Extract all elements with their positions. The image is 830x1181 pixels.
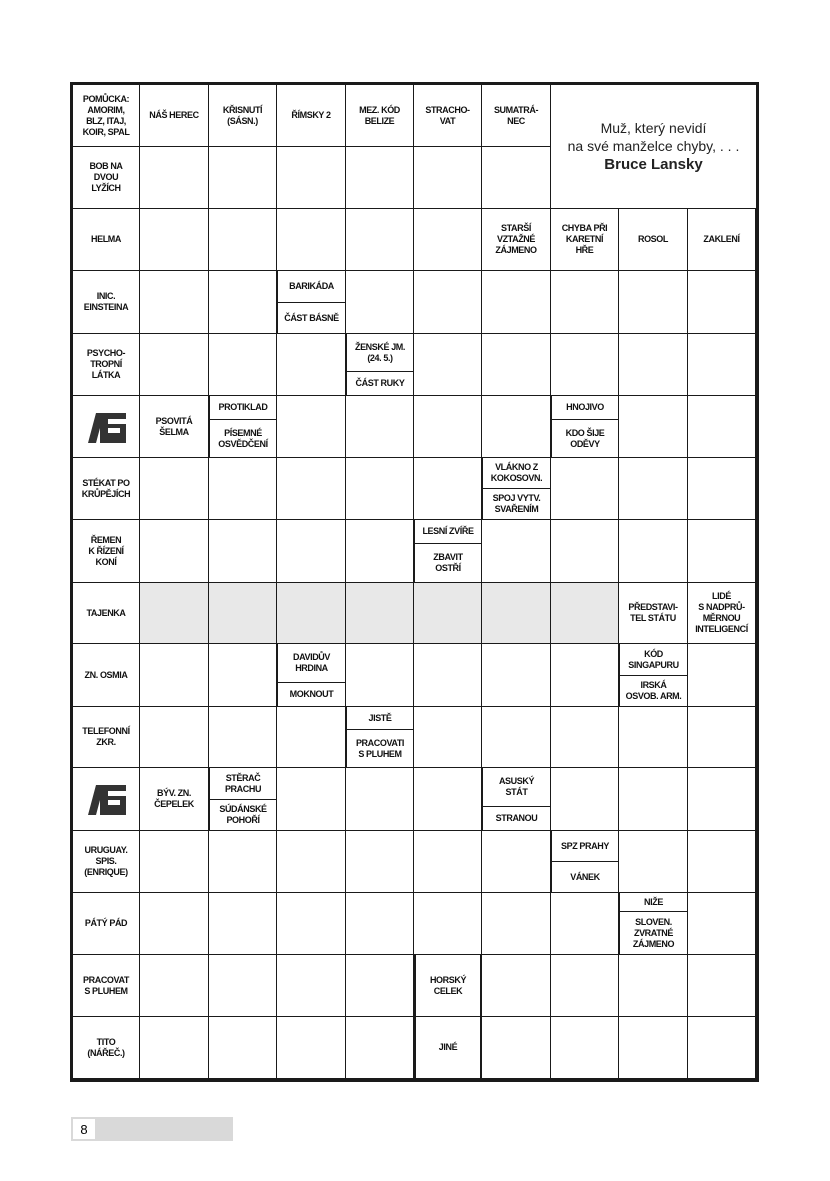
quote-line-1: Muž, který nevidí (600, 120, 707, 136)
answer-cell[interactable] (688, 893, 756, 955)
answer-cell[interactable] (414, 334, 482, 396)
answer-cell[interactable] (688, 334, 756, 396)
page-footer (71, 1117, 233, 1141)
answer-cell[interactable] (688, 520, 756, 583)
header-clue: KŘISNUTÍ (SÁSN.) (209, 85, 277, 147)
answer-cell[interactable] (346, 209, 414, 271)
clue-bottom: MOKNOUT (277, 683, 346, 707)
clue-top: LESNÍ ZVÍŘE (414, 520, 482, 544)
clue-bottom: KDO ŠIJE ODĚVY (551, 420, 619, 458)
header-clue: STRACHO- VAT (414, 85, 482, 147)
crossword-grid (70, 82, 759, 1082)
clue-cell: CHYBA PŘI KARETNÍ HŘE (551, 209, 619, 271)
header-clue: NÁŠ HEREC (140, 85, 209, 147)
answer-cell[interactable] (688, 955, 756, 1017)
answer-cell[interactable] (619, 707, 688, 768)
answer-cell[interactable] (619, 831, 688, 893)
answer-cell[interactable] (209, 458, 277, 520)
answer-cell[interactable] (414, 396, 482, 458)
answer-cell[interactable] (346, 893, 414, 955)
answer-cell[interactable] (277, 768, 346, 831)
clue-cell: LIDÉ S NADPRŮ- MĚRNOU INTELIGENCÍ (688, 583, 756, 644)
answer-cell[interactable] (346, 458, 414, 520)
split-clue-cell (414, 520, 482, 583)
answer-cell[interactable] (619, 334, 688, 396)
answer-cell[interactable] (209, 147, 277, 209)
answer-cell[interactable] (346, 147, 414, 209)
quote-box (551, 85, 756, 209)
clue-bottom: SLOVEN. ZVRATNÉ ZÁJMENO (619, 912, 688, 955)
answer-cell[interactable] (482, 831, 551, 893)
clue-bottom: ČÁST RUKY (346, 372, 414, 396)
clue-top: KÓD SINGAPURU (619, 644, 688, 676)
clue-bottom: IRSKÁ OSVOB. ARM. (619, 676, 688, 707)
publisher-logo-icon (84, 781, 128, 817)
clue-bottom: SPOJ VYTV. SVAŘENÍM (482, 489, 551, 520)
tajenka-cell[interactable] (414, 583, 482, 644)
answer-cell[interactable] (209, 209, 277, 271)
answer-cell[interactable] (482, 271, 551, 334)
row-clue: INIC. EINSTEINA (73, 271, 140, 334)
row-clue: PRACOVAT S PLUHEM (73, 955, 140, 1017)
answer-cell[interactable] (346, 271, 414, 334)
answer-cell[interactable] (140, 334, 209, 396)
clue-cell: PŘEDSTAVI- TEL STÁTU (619, 583, 688, 644)
answer-cell[interactable] (140, 893, 209, 955)
publisher-logo-icon (84, 409, 128, 445)
answer-cell[interactable] (209, 644, 277, 707)
answer-cell[interactable] (619, 955, 688, 1017)
answer-cell[interactable] (414, 147, 482, 209)
answer-cell[interactable] (414, 271, 482, 334)
row-clue: TITO (NÁŘEČ.) (73, 1017, 140, 1079)
answer-cell[interactable] (140, 955, 209, 1017)
split-clue-cell (551, 831, 619, 893)
answer-cell[interactable] (346, 1017, 414, 1079)
answer-cell[interactable] (482, 707, 551, 768)
clue-bottom: ČÁST BÁSNĚ (277, 303, 346, 334)
answer-cell[interactable] (140, 147, 209, 209)
quote-line-2: na své manželce chyby, . . . (567, 138, 740, 154)
row-clue: URUGUAY. SPIS. (ENRIQUE) (73, 831, 140, 893)
answer-cell[interactable] (619, 458, 688, 520)
row-clue: ŘEMEN K ŘÍZENÍ KONÍ (73, 520, 140, 583)
clue-bottom: SÚDÁNSKÉ POHOŘÍ (209, 800, 277, 831)
header-clue: SUMATRÁ- NEC (482, 85, 551, 147)
clue-bottom: PÍSEMNÉ OSVĚDČENÍ (209, 420, 277, 458)
split-clue-cell (551, 396, 619, 458)
answer-cell[interactable] (277, 707, 346, 768)
answer-cell[interactable] (346, 644, 414, 707)
clue-top: NIŽE (619, 893, 688, 912)
clue-cell: PSOVITÁ ŠELMA (140, 396, 209, 458)
answer-cell[interactable] (482, 147, 551, 209)
answer-cell[interactable] (688, 831, 756, 893)
split-clue-cell (209, 768, 277, 831)
answer-cell[interactable] (140, 644, 209, 707)
header-clue: ŘÍMSKY 2 (277, 85, 346, 147)
clue-cell: ROSOL (619, 209, 688, 271)
split-clue-cell (209, 396, 277, 458)
clue-cell: BÝV. ZN. ČEPELEK (140, 768, 209, 831)
answer-cell[interactable] (346, 768, 414, 831)
answer-cell[interactable] (277, 1017, 346, 1079)
answer-cell[interactable] (551, 644, 619, 707)
tajenka-cell[interactable] (551, 583, 619, 644)
answer-cell[interactable] (140, 209, 209, 271)
answer-cell[interactable] (482, 520, 551, 583)
answer-cell[interactable] (619, 520, 688, 583)
answer-cell[interactable] (277, 520, 346, 583)
row-clue: BOB NA DVOU LYŽÍCH (73, 147, 140, 209)
answer-cell[interactable] (140, 831, 209, 893)
answer-cell[interactable] (688, 458, 756, 520)
answer-cell[interactable] (209, 955, 277, 1017)
clue-top: ŽENSKÉ JM. (24. 5.) (346, 334, 414, 372)
tajenka-cell[interactable] (482, 583, 551, 644)
answer-cell[interactable] (346, 520, 414, 583)
answer-cell[interactable] (414, 644, 482, 707)
row-clue: TAJENKA (73, 583, 140, 644)
clue-top: VLÁKNO Z KOKOSOVN. (482, 458, 551, 489)
clue-cell: JINÉ (414, 1017, 482, 1079)
answer-cell[interactable] (209, 271, 277, 334)
answer-cell[interactable] (688, 644, 756, 707)
row-clue: STÉKAT PO KRŮPĚJÍCH (73, 458, 140, 520)
answer-cell[interactable] (414, 893, 482, 955)
answer-cell[interactable] (414, 458, 482, 520)
answer-cell[interactable] (551, 334, 619, 396)
row-clue: TELEFONNÍ ZKR. (73, 707, 140, 768)
answer-cell[interactable] (688, 396, 756, 458)
split-clue-cell (482, 458, 551, 520)
split-clue-cell (346, 707, 414, 768)
tajenka-cell[interactable] (140, 583, 209, 644)
answer-cell[interactable] (277, 396, 346, 458)
clue-cell: HORSKÝ CELEK (414, 955, 482, 1017)
answer-cell[interactable] (209, 334, 277, 396)
answer-cell[interactable] (346, 955, 414, 1017)
answer-cell[interactable] (140, 1017, 209, 1079)
answer-cell[interactable] (619, 768, 688, 831)
answer-cell[interactable] (688, 1017, 756, 1079)
answer-cell[interactable] (551, 893, 619, 955)
answer-cell[interactable] (209, 707, 277, 768)
row-clue: ZN. OSMIA (73, 644, 140, 707)
answer-cell[interactable] (140, 520, 209, 583)
answer-cell[interactable] (209, 1017, 277, 1079)
answer-cell[interactable] (482, 396, 551, 458)
answer-cell[interactable] (414, 209, 482, 271)
answer-cell[interactable] (209, 893, 277, 955)
answer-cell[interactable] (688, 707, 756, 768)
answer-cell[interactable] (209, 520, 277, 583)
quote-author: Bruce Lansky (604, 156, 703, 173)
clue-top: BARIKÁDA (277, 271, 346, 303)
answer-cell[interactable] (619, 396, 688, 458)
answer-cell[interactable] (688, 768, 756, 831)
row-clue: PÁTÝ PÁD (73, 893, 140, 955)
answer-cell[interactable] (688, 271, 756, 334)
answer-cell[interactable] (482, 1017, 551, 1079)
answer-cell[interactable] (551, 271, 619, 334)
answer-cell[interactable] (414, 831, 482, 893)
row-clue: PSYCHO- TROPNÍ LÁTKA (73, 334, 140, 396)
answer-cell[interactable] (209, 831, 277, 893)
clue-top: JISTĚ (346, 707, 414, 730)
answer-cell[interactable] (277, 458, 346, 520)
clue-top: ASUSKÝ STÁT (482, 768, 551, 807)
answer-cell[interactable] (551, 768, 619, 831)
answer-cell[interactable] (551, 707, 619, 768)
publisher-logo-cell (73, 396, 140, 458)
answer-cell[interactable] (482, 644, 551, 707)
split-clue-cell (277, 271, 346, 334)
answer-cell[interactable] (346, 831, 414, 893)
clue-bottom: VÁNEK (551, 862, 619, 893)
page-number: 8 (73, 1119, 95, 1139)
answer-cell[interactable] (277, 209, 346, 271)
clue-bottom: STRANOU (482, 807, 551, 831)
answer-cell[interactable] (346, 396, 414, 458)
answer-cell[interactable] (277, 955, 346, 1017)
answer-cell[interactable] (619, 271, 688, 334)
answer-cell[interactable] (551, 955, 619, 1017)
answer-cell[interactable] (140, 707, 209, 768)
split-clue-cell (277, 644, 346, 707)
clue-top: PROTIKLAD (209, 396, 277, 420)
answer-cell[interactable] (551, 1017, 619, 1079)
tajenka-cell[interactable] (277, 583, 346, 644)
header-clue: MEZ. KÓD BELIZE (346, 85, 414, 147)
answer-cell[interactable] (277, 831, 346, 893)
clue-bottom: PRACOVATI S PLUHEM (346, 730, 414, 768)
publisher-logo-cell (73, 768, 140, 831)
clue-top: SPZ PRAHY (551, 831, 619, 862)
split-clue-cell (346, 334, 414, 396)
tajenka-cell[interactable] (346, 583, 414, 644)
tajenka-cell[interactable] (209, 583, 277, 644)
clue-cell: STARŠÍ VZTAŽNÉ ZÁJMENO (482, 209, 551, 271)
hint-cell: POMŮCKA: AMORIM, BLZ, ITAJ, KOIR, SPAL (73, 85, 140, 147)
clue-top: DAVIDŮV HRDINA (277, 644, 346, 683)
answer-cell[interactable] (482, 334, 551, 396)
answer-cell[interactable] (414, 768, 482, 831)
answer-cell[interactable] (140, 271, 209, 334)
answer-cell[interactable] (140, 458, 209, 520)
split-clue-cell (482, 768, 551, 831)
clue-cell: ZAKLENÍ (688, 209, 756, 271)
answer-cell[interactable] (619, 1017, 688, 1079)
answer-cell[interactable] (551, 458, 619, 520)
clue-top: STĚRAČ PRACHU (209, 768, 277, 800)
answer-cell[interactable] (482, 893, 551, 955)
answer-cell[interactable] (551, 520, 619, 583)
answer-cell[interactable] (277, 893, 346, 955)
split-clue-cell (619, 644, 688, 707)
answer-cell[interactable] (277, 147, 346, 209)
split-clue-cell (619, 893, 688, 955)
clue-bottom: ZBAVIT OSTŘÍ (414, 544, 482, 583)
clue-top: HNOJIVO (551, 396, 619, 420)
answer-cell[interactable] (277, 334, 346, 396)
answer-cell[interactable] (414, 707, 482, 768)
answer-cell[interactable] (482, 955, 551, 1017)
row-clue: HELMA (73, 209, 140, 271)
